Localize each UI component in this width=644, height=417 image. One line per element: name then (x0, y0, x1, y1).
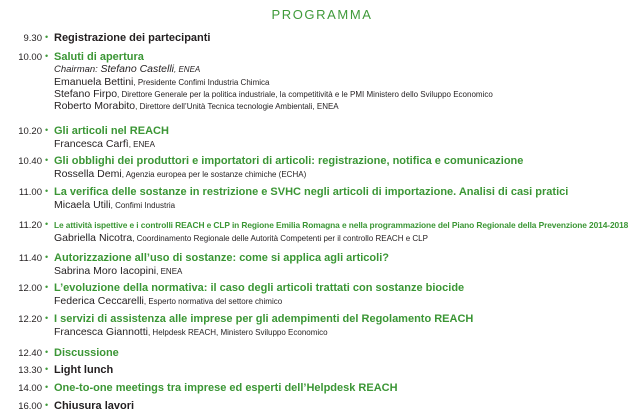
bullet-icon: • (45, 51, 49, 61)
bullet-icon: • (45, 313, 49, 323)
agenda-title: Light lunch (54, 364, 114, 376)
bullet-icon: • (45, 347, 49, 357)
agenda-time: 16.00 (18, 401, 42, 412)
agenda-time: 10.40 (18, 156, 42, 167)
speaker: Rossella Demi, Agenzia europea per le sostanze chimiche (ECHA) (54, 168, 307, 180)
speaker-name: Micaela Utili (54, 199, 111, 211)
bullet-icon: • (45, 282, 49, 292)
speaker: Francesca Carfì, ENEA (54, 138, 155, 150)
agenda-title: Discussione (54, 347, 119, 359)
agenda-title: Registrazione dei partecipanti (54, 32, 211, 44)
speaker-role: Direttore Generale per la politica industriale, la competitività e le PMI Ministero dello Sviluppo Economico (121, 90, 493, 99)
bullet-icon: • (45, 155, 49, 165)
agenda-title: La verifica delle sostanze in restrizione e SVHC negli articoli di importazione. Analisi di casi pratici (54, 186, 569, 198)
speaker-name: Francesca Giannotti (54, 326, 148, 338)
speaker-name: Gabriella Nicotra (54, 232, 133, 244)
speaker-role: Helpdesk REACH, Ministero Sviluppo Economico (152, 328, 328, 337)
agenda-time: 13.30 (18, 365, 42, 376)
bullet-icon: • (45, 364, 49, 374)
speaker: Federica Ceccarelli, Esperto normativa del settore chimico (54, 295, 283, 307)
speaker: Gabriella Nicotra, Coordinamento Regionale delle Autorità Competenti per il controllo REACH e CLP (54, 232, 428, 244)
speaker: Sabrina Moro Iacopini, ENEA (54, 265, 183, 277)
agenda-title: I servizi di assistenza alle imprese per gli adempimenti del Regolamento REACH (54, 313, 474, 325)
bullet-icon: • (45, 252, 49, 262)
agenda-time: 14.00 (18, 383, 42, 394)
chairman-label: Chairman: (54, 64, 98, 75)
agenda-time: 10.00 (18, 52, 42, 63)
chairman-role: ENEA (178, 65, 201, 74)
bullet-icon: • (45, 125, 49, 135)
speaker-name: Rossella Demi (54, 168, 122, 180)
agenda-title: Le attività ispettive e i controlli REACH e CLP in Regione Emilia Romagna e nella programmazione del Piano Regionale della Prevenzione 2014-2018 (54, 220, 629, 230)
speaker: Emanuela Bettini, Presidente Confimi Industria Chimica (54, 76, 270, 88)
speaker-role: ENEA (160, 267, 183, 276)
agenda-title: Gli articoli nel REACH (54, 125, 169, 137)
speaker-name: Federica Ceccarelli (54, 295, 144, 307)
speaker: Roberto Morabito, Direttore dell’Unità Tecnica tecnologie Ambientali, ENEA (54, 100, 339, 112)
chairman-line: Chairman: Stefano Castelli, ENEA (54, 63, 201, 75)
agenda-title: Gli obblighi dei produttori e importatori di articoli: registrazione, notifica e comunicazione (54, 155, 524, 167)
agenda-title: Chiusura lavori (54, 400, 135, 412)
agenda-time: 11.00 (18, 187, 42, 198)
speaker-name: Roberto Morabito (54, 100, 136, 112)
agenda-time: 12.20 (18, 314, 42, 325)
agenda-time: 12.40 (18, 348, 42, 359)
page-title: PROGRAMMA (271, 7, 373, 22)
speaker-name: Emanuela Bettini (54, 76, 134, 88)
bullet-icon: • (45, 32, 49, 42)
speaker-role: Direttore dell’Unità Tecnica tecnologie Ambientali, ENEA (139, 102, 339, 111)
agenda-time: 11.40 (18, 253, 42, 264)
bullet-icon: • (45, 382, 49, 392)
speaker-role: Presidente Confimi Industria Chimica (137, 78, 270, 87)
speaker-name: Francesca Carfì (54, 138, 129, 150)
agenda-title: One-to-one meetings tra imprese ed esperti dell’Helpdesk REACH (54, 382, 398, 394)
agenda-time: 10.20 (18, 126, 42, 137)
agenda-time: 9.30 (23, 33, 42, 44)
speaker-role: Coordinamento Regionale delle Autorità Competenti per il controllo REACH e CLP (136, 234, 428, 243)
agenda-time: 12.00 (18, 283, 42, 294)
chairman-name: Stefano Castelli (100, 63, 175, 75)
speaker: Stefano Firpo, Direttore Generale per la politica industriale, la competitività e le PMI Ministero dello Sviluppo Economico (54, 88, 493, 100)
agenda-title: Autorizzazione all’uso di sostanze: come si applica agli articoli? (54, 252, 389, 264)
speaker-name: Sabrina Moro Iacopini (54, 265, 157, 277)
speaker-role: Confimi Industria (115, 201, 176, 210)
speaker: Francesca Giannotti, Helpdesk REACH, Ministero Sviluppo Economico (54, 326, 328, 338)
bullet-icon: • (45, 219, 49, 229)
speaker: Micaela Utili, Confimi Industria (54, 199, 176, 211)
speaker-role: ENEA (133, 140, 155, 149)
bullet-icon: • (45, 400, 49, 410)
speaker-role: Esperto normativa del settore chimico (148, 297, 283, 306)
bullet-icon: • (45, 186, 49, 196)
speaker-role: Agenzia europea per le sostanze chimiche (ECHA) (125, 170, 307, 179)
agenda-time: 11.20 (18, 220, 42, 231)
agenda-title: Saluti di apertura (54, 51, 144, 63)
speaker-name: Stefano Firpo (54, 88, 118, 100)
agenda-title: L’evoluzione della normativa: il caso degli articoli trattati con sostanze biocide (54, 282, 465, 294)
